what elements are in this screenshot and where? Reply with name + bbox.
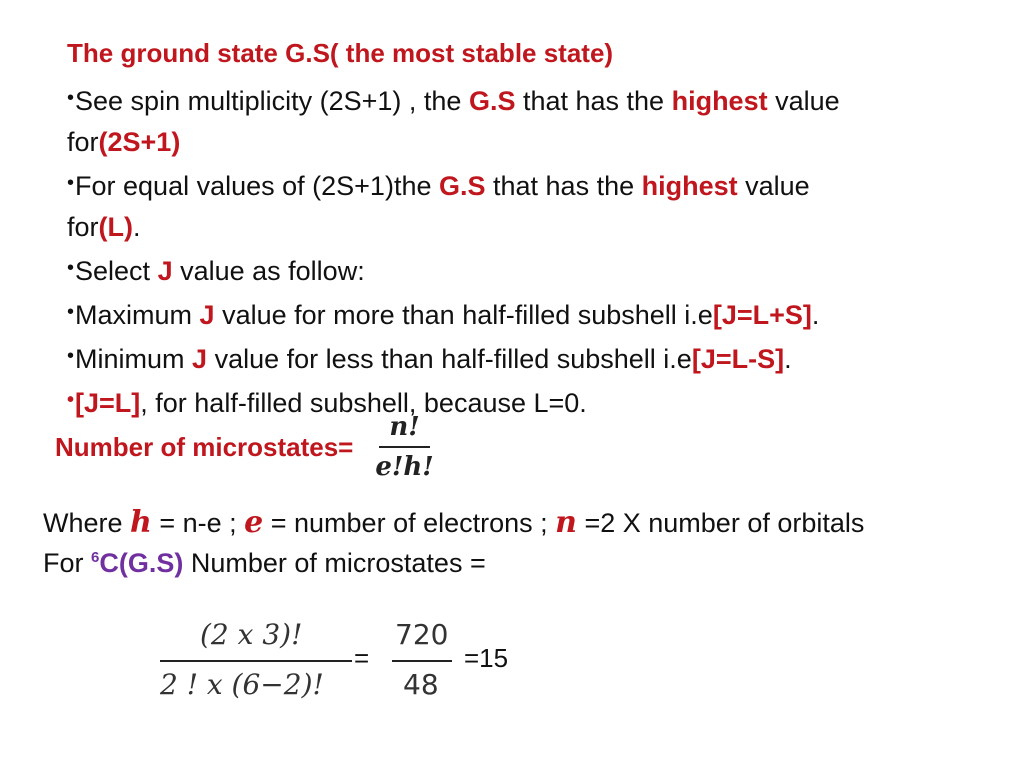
bullet-half-filled: •[J=L], for half-filled subshell, because L=0. <box>67 388 587 418</box>
bullet-dot-icon: • <box>67 172 75 194</box>
bullet-dot-icon: • <box>67 389 75 411</box>
bullet-equal-values: •For equal values of (2S+1)the G.S that has the highest value for(L). <box>67 171 810 242</box>
result-denominator: 48 <box>403 668 439 701</box>
microstates-label: Number of microstates= <box>55 431 354 462</box>
result-fraction-bar <box>392 660 452 662</box>
bullet-dot-icon: • <box>67 345 75 367</box>
slide-title: The ground state G.S( the most stable state) <box>67 38 614 68</box>
calc-equals: = <box>354 643 370 673</box>
element-label: C(G.S) <box>99 548 184 578</box>
result-numerator: 720 <box>395 618 449 651</box>
bullet-dot-icon: • <box>67 301 75 323</box>
bullet-spin-multiplicity: •See spin multiplicity (2S+1) , the G.S that has the highest value for(2S+1) <box>67 86 840 157</box>
calc-result: =15 <box>464 643 509 673</box>
calc-numerator: (2 x 3)! <box>200 618 303 651</box>
var-h: h <box>130 505 152 540</box>
atomic-number: 6 <box>91 549 100 566</box>
var-e: e <box>244 505 264 540</box>
microstates-formula <box>55 412 444 482</box>
bullet-dot-icon: • <box>67 257 75 279</box>
microstates-fraction <box>365 412 443 482</box>
fraction-denominator: e!h! <box>375 452 434 482</box>
calc-fraction-bar <box>160 660 352 662</box>
rules-list <box>67 78 967 424</box>
variable-definitions: Where h = n-e ; e = number of electrons ; n =2 X number of orbitals <box>43 505 865 540</box>
bullet-minimum-j: •Minimum J value for less than half-filled subshell i.e[J=L-S]. <box>67 344 792 374</box>
var-n: n <box>555 505 577 540</box>
carbon-example-line: For $^6$C(G.S) Number of microstates = <box>43 548 486 578</box>
bullet-dot-icon: • <box>67 87 75 109</box>
bullet-maximum-j: •Maximum J value for more than half-filled subshell i.e[J=L+S]. <box>67 300 820 330</box>
fraction-numerator: n! <box>379 412 429 448</box>
calc-denominator: 2 ! x (6−2)! <box>160 668 324 701</box>
bullet-select-j: •Select J value as follow: <box>67 256 365 286</box>
